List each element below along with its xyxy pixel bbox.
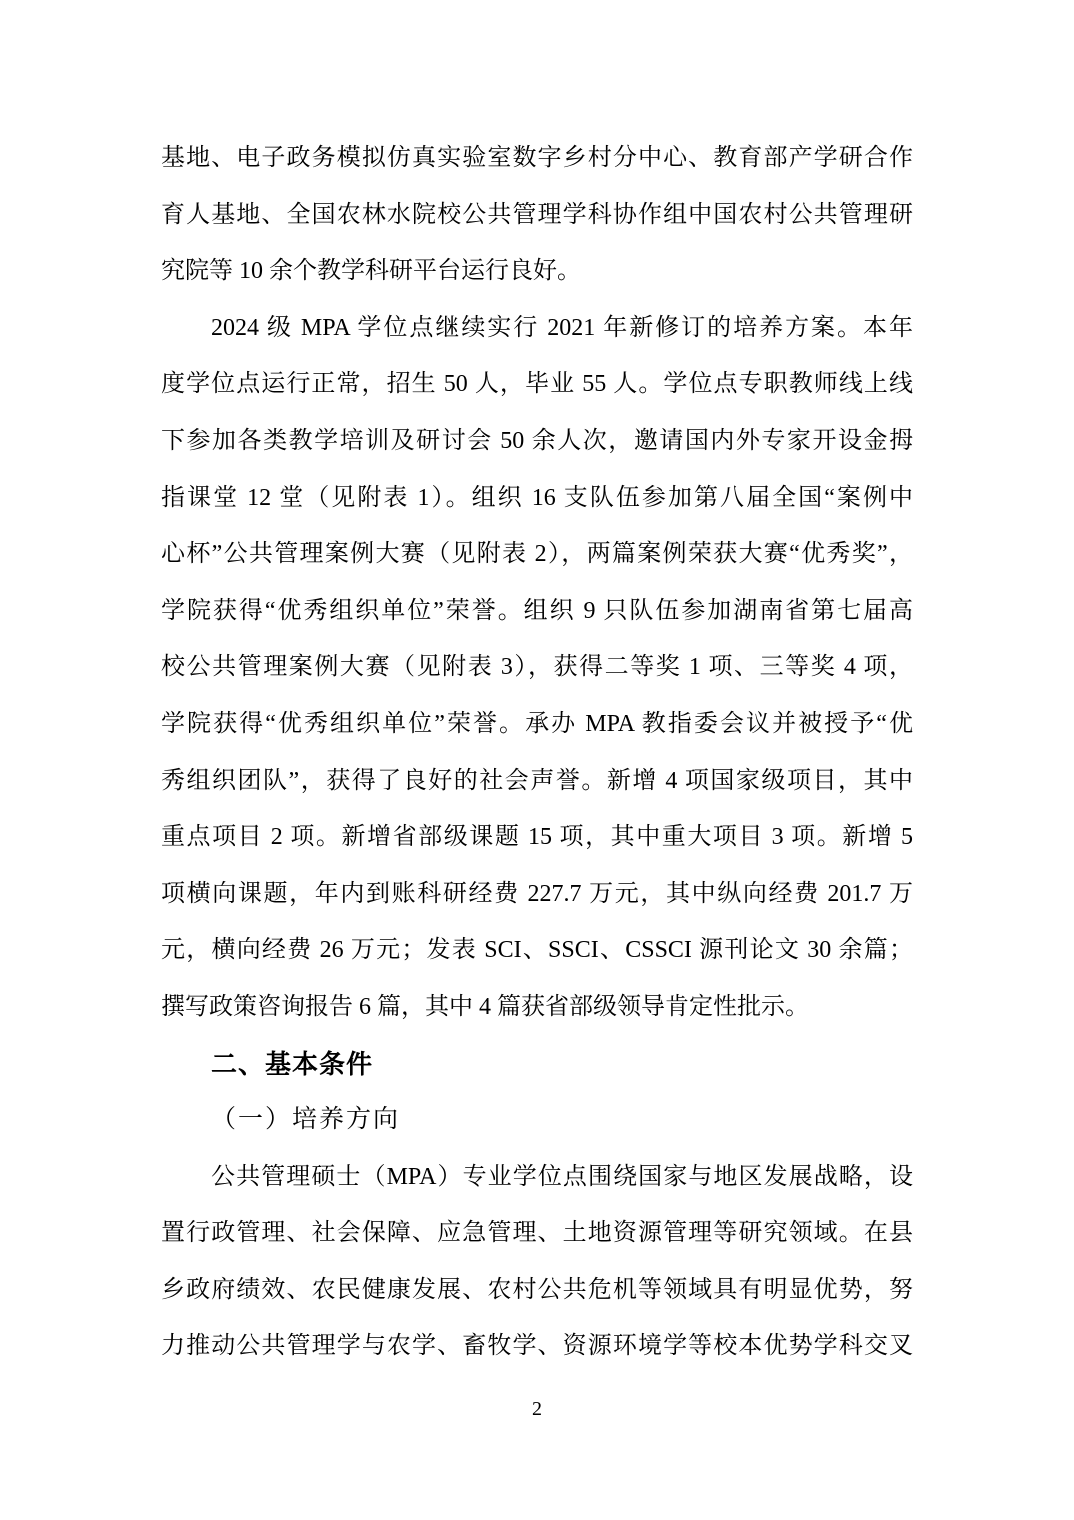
text-line: 指课堂 12 堂（见附表 1）。组织 16 支队伍参加第八届全国“案例中 xyxy=(161,484,913,511)
document-body xyxy=(161,130,913,1375)
paragraph-program-overview xyxy=(161,300,913,1036)
page-number: 2 xyxy=(532,1398,542,1420)
section-heading-basic-conditions: 二、基本条件 xyxy=(211,1048,374,1079)
text-line: 下参加各类教学培训及研讨会 50 余人次，邀请国内外专家开设金拇 xyxy=(161,427,913,454)
paragraph-platforms xyxy=(161,130,913,300)
paragraph-training-direction xyxy=(161,1149,913,1375)
text-line: 置行政管理、社会保障、应急管理、土地资源管理等研究领域。在县 xyxy=(161,1220,913,1247)
text-line: 项横向课题，年内到账科研经费 227.7 万元，其中纵向经费 201.7 万 xyxy=(161,880,913,907)
text-line: 究院等 10 余个教学科研平台运行良好。 xyxy=(161,258,581,285)
text-line: 重点项目 2 项。新增省部级课题 15 项，其中重大项目 3 项。新增 5 xyxy=(161,824,913,851)
subsection-heading-training-direction: （一）培养方向 xyxy=(211,1106,401,1134)
text-line: 公共管理硕士（MPA）专业学位点围绕国家与地区发展战略，设 xyxy=(211,1163,913,1190)
text-line: 校公共管理案例大赛（见附表 3），获得二等奖 1 项、三等奖 4 项， xyxy=(161,654,913,681)
text-line: 度学位点运行正常，招生 50 人，毕业 55 人。学位点专职教师线上线 xyxy=(161,371,913,398)
text-line: 育人基地、全国农林水院校公共管理学科协作组中国农村公共管理研 xyxy=(161,201,913,228)
text-line: 秀组织团队”，获得了良好的社会声誉。新增 4 项国家级项目，其中 xyxy=(161,767,913,794)
text-line: 力推动公共管理学与农学、畜牧学、资源环境学等校本优势学科交叉 xyxy=(161,1333,913,1360)
text-line: 基地、电子政务模拟仿真实验室数字乡村分中心、教育部产学研合作 xyxy=(161,145,913,171)
text-line: 元，横向经费 26 万元；发表 SCI、SSCI、CSSCI 源刊论文 30 余篇； xyxy=(161,937,913,964)
text-line: 撰写政策咨询报告 6 篇，其中 4 篇获省部级领导肯定性批示。 xyxy=(161,993,809,1020)
text-line: 学院获得“优秀组织单位”荣誉。组织 9 只队伍参加湖南省第七届高 xyxy=(161,597,913,624)
text-line: 乡政府绩效、农民健康发展、农村公共危机等领域具有明显优势，努 xyxy=(161,1276,913,1303)
text-line: 2024 级 MPA 学位点继续实行 2021 年新修订的培养方案。本年 xyxy=(211,314,913,341)
text-line: 学院获得“优秀组织单位”荣誉。承办 MPA 教指委会议并被授予“优 xyxy=(161,710,913,737)
text-line: 心杯”公共管理案例大赛（见附表 2），两篇案例荣获大赛“优秀奖”， xyxy=(161,541,913,568)
